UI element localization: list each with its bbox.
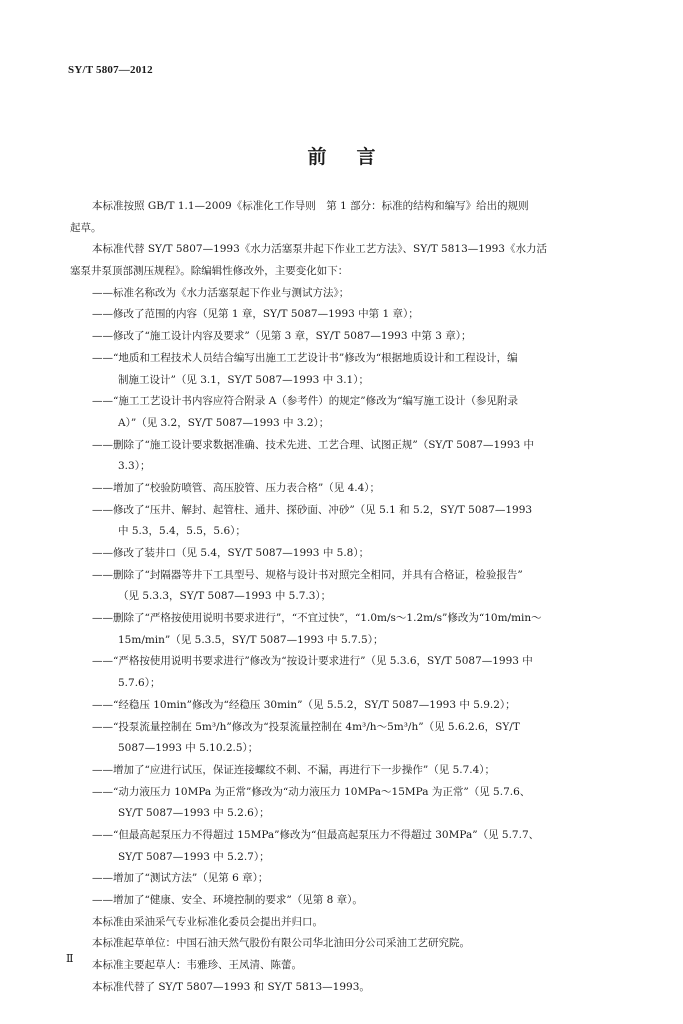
- foreword-line: ——修改了“压井、解封、起管柱、通井、探砂面、冲砂”（见 5.1 和 5.2，SY/T 5087—1993: [92, 503, 533, 516]
- foreword-line: ——删除了“施工设计要求数据准确、技术先进、工艺合理、试图正规”（SY/T 5087—1993 中: [92, 438, 535, 451]
- foreword-line: ——修改了范围的内容（见第 1 章，SY/T 5087—1993 中第 1 章）；: [92, 308, 419, 321]
- foreword-line: 本标准代替 SY/T 5807—1993《水力活塞泵井起下作业工艺方法》、SY/T 5813—1993《水力活: [92, 243, 547, 256]
- foreword-line: ——增加了“测试方法”（见第 6 章）；: [92, 872, 269, 885]
- foreword-line: ——修改了“施工设计内容及要求”（见第 3 章，SY/T 5087—1993 中第 3 章）；: [92, 330, 472, 343]
- foreword-line: 本标准按照 GB/T 1.1—2009《标准化工作导则 第 1 部分：标准的结构和编写》给出的规则: [92, 200, 529, 212]
- foreword-line: ——“施工工艺设计书内容应符合附录 A（参考件）的规定”修改为“编写施工设计（参见附录: [92, 395, 519, 408]
- foreword-line: 5087—1993 中 5.10.2.5）；: [118, 742, 259, 755]
- foreword-line: 中 5.3，5.4，5.5，5.6）；: [118, 525, 246, 538]
- foreword-line: 本标准主要起草人：韦雅珍、王凤清、陈蕾。: [92, 959, 302, 972]
- page-number: Ⅱ: [66, 952, 74, 965]
- foreword-line: ——标准名称改为《水力活塞泵起下作业与测试方法》；: [92, 286, 350, 299]
- foreword-line: SY/T 5087—1993 中 5.2.7）；: [118, 850, 270, 863]
- foreword-line: ——“经稳压 10min”修改为“经稳压 30min”（见 5.5.2，SY/T 5087—1993 中 5.9.2）；: [92, 698, 516, 711]
- foreword-line: ——“严格按使用说明书要求进行”修改为“按设计要求进行”（见 5.3.6，SY/T 5087—1993 中: [92, 655, 533, 668]
- foreword-body: [70, 196, 642, 998]
- foreword-line: 3.3）；: [118, 460, 151, 473]
- foreword-line: 本标准代替了 SY/T 5807—1993 和 SY/T 5813—1993。: [92, 980, 370, 993]
- foreword-line: 本标准起草单位：中国石油天然气股份有限公司华北油田分公司采油工艺研究院。: [92, 937, 470, 950]
- page-title: 前言: [307, 146, 406, 168]
- foreword-line: ——“动力液压力 10MPa 为正常”修改为“动力液压力 10MPa～15MPa 为正常”（见 5.7.6、: [92, 785, 531, 798]
- foreword-line: ——“但最高起泵压力不得超过 15MPa”修改为“但最高起泵压力不得超过 30MPa”（见 5.7.7、: [92, 828, 540, 841]
- foreword-line: （见 5.3.3，SY/T 5087—1993 中 5.7.3）；: [118, 590, 332, 603]
- foreword-line: SY/T 5087—1993 中 5.2.6）；: [118, 807, 270, 820]
- foreword-line: 本标准由采油采气专业标准化委员会提出并归口。: [92, 915, 323, 928]
- document-code-header: SY/T 5807—2012: [68, 64, 153, 76]
- foreword-line: ——修改了装井口（见 5.4，SY/T 5087—1993 中 5.8）；: [92, 547, 370, 559]
- foreword-line: ——增加了“健康、安全、环境控制的要求”（见第 8 章）。: [92, 894, 363, 906]
- foreword-line: ——“地质和工程技术人员结合编写出施工工艺设计书”修改为“根据地质设计和工程设计，编: [92, 351, 518, 364]
- foreword-line: 15m/min”（见 5.3.5，SY/T 5087—1993 中 5.7.5）；: [118, 633, 384, 646]
- foreword-line: 5.7.6）；: [118, 677, 161, 690]
- foreword-line: ——“投泵流量控制在 5m³/h”修改为“投泵流量控制在 4m³/h～5m³/h”（见 5.6.2.6，SY/T: [92, 720, 520, 733]
- foreword-line: ——删除了“封隔器等井下工具型号、规格与设计书对照完全相同，并具有合格证，检验报告”: [92, 568, 523, 581]
- foreword-line: A）”（见 3.2，SY/T 5087—1993 中 3.2）；: [118, 416, 330, 429]
- foreword-line: 起草。: [70, 221, 102, 234]
- foreword-line: 制施工设计”（见 3.1，SY/T 5087—1993 中 3.1）；: [118, 373, 369, 386]
- foreword-line: ——增加了“校验防喷管、高压胶管、压力表合格”（见 4.4）；: [92, 481, 381, 494]
- foreword-line: ——增加了“应进行试压，保证连接螺纹不刺、不漏，再进行下一步操作”（见 5.7.4）；: [92, 763, 496, 776]
- foreword-line: ——删除了“严格按使用说明书要求进行”，“不宜过快”，“1.0m/s～1.2m/s”修改为“10m/min～: [92, 612, 542, 625]
- foreword-line: 塞泵井泵顶部测压规程》。除编辑性修改外，主要变化如下：: [70, 265, 349, 278]
